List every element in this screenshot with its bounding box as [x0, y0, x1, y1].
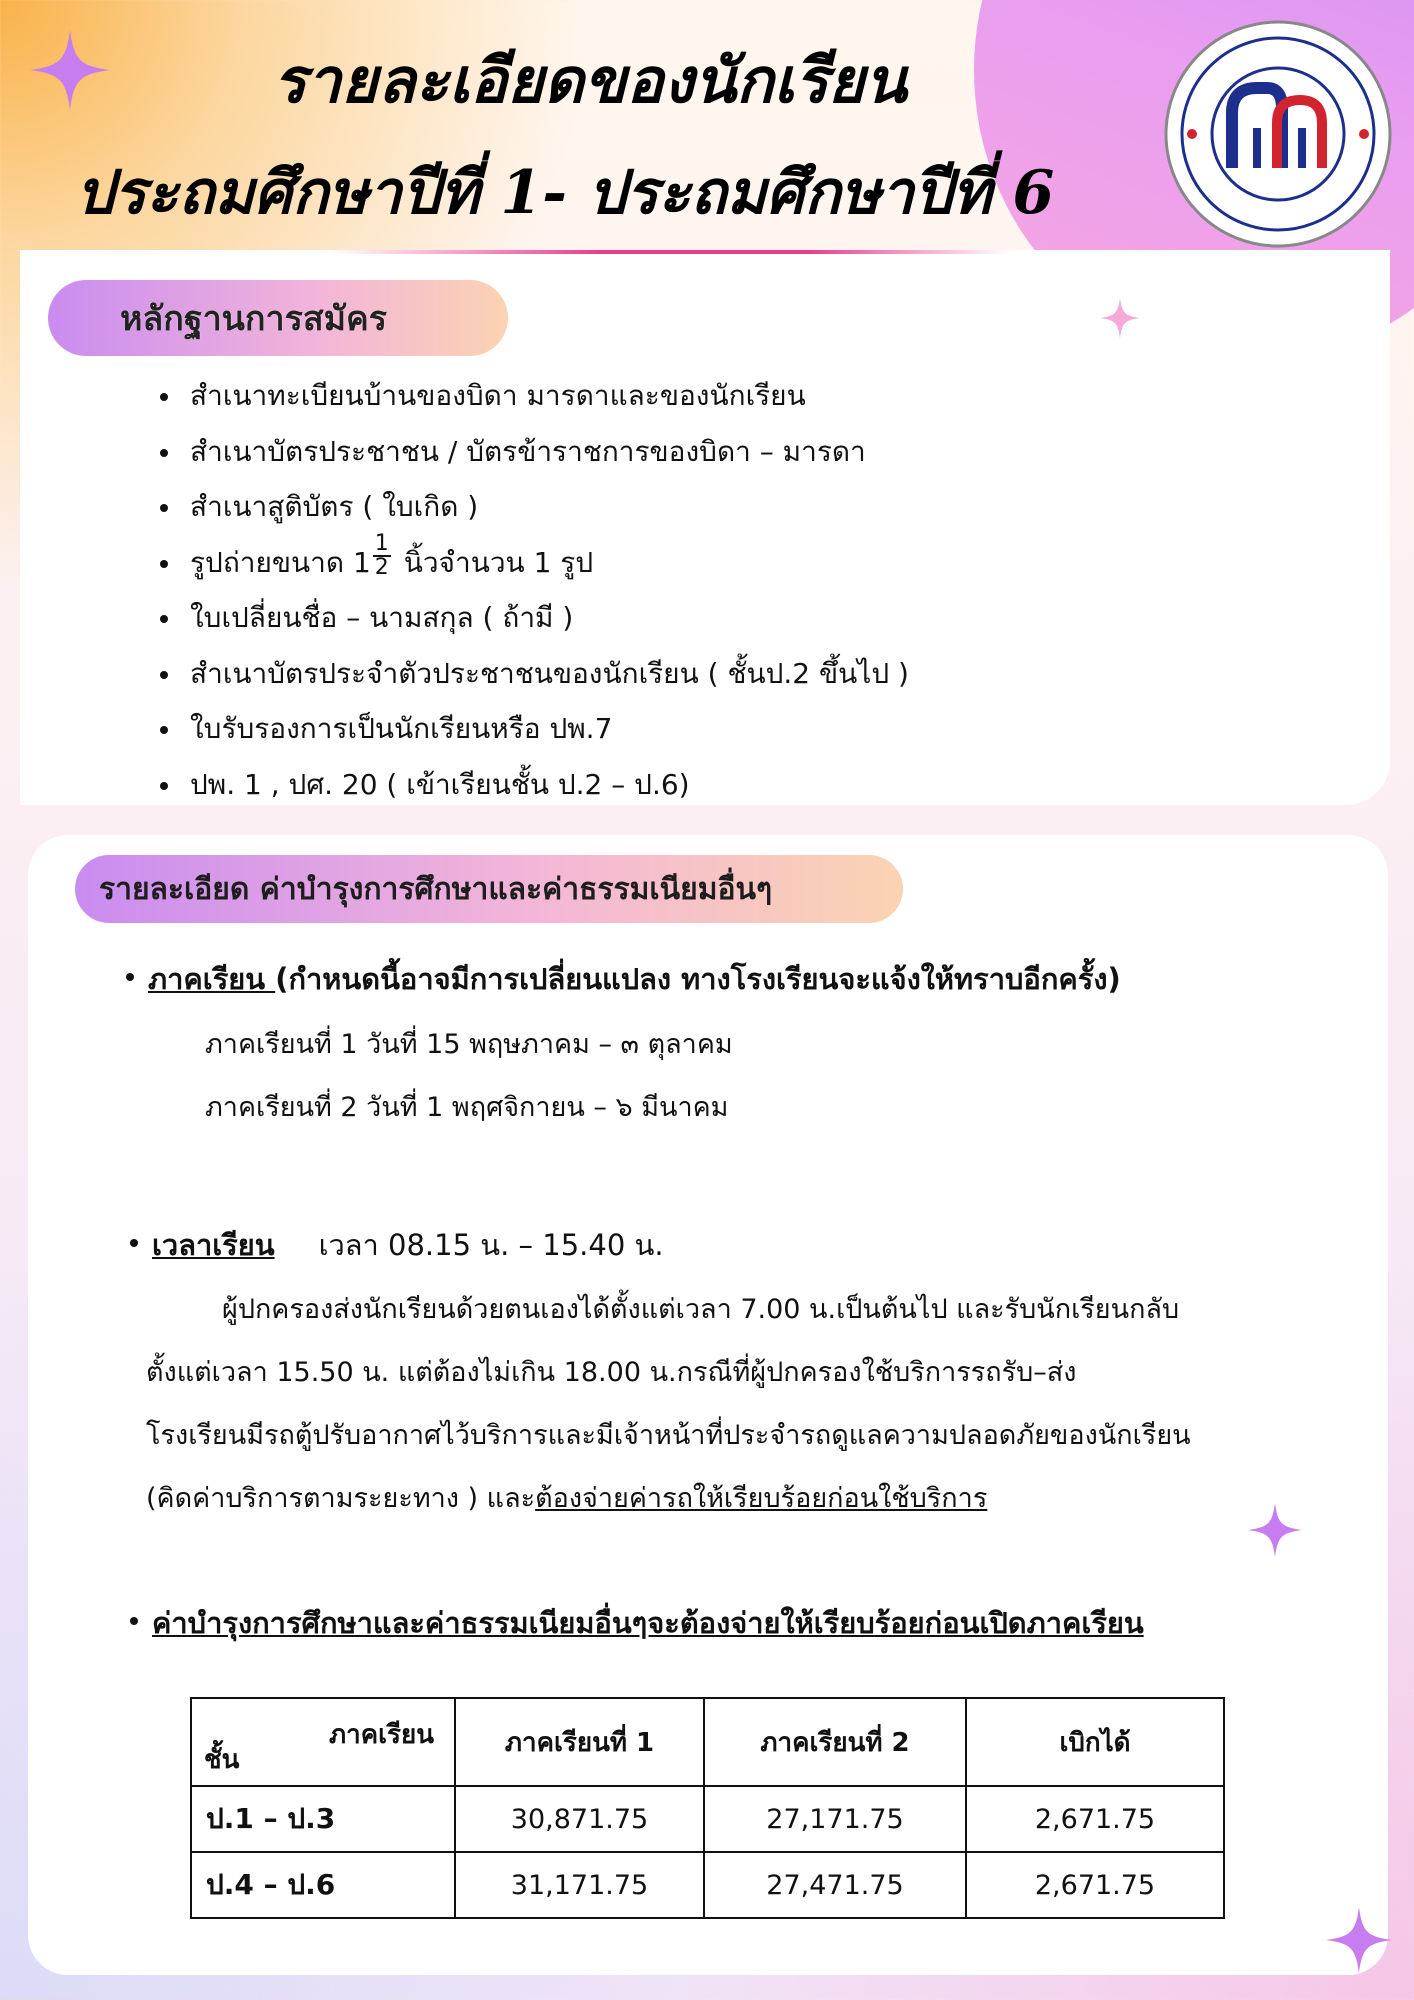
list-item: ใบเปลี่ยนชื่อ – นามสกุล ( ถ้ามี ) [160, 590, 909, 646]
fraction [373, 530, 391, 580]
sparkle-icon [1100, 298, 1140, 338]
documents-list [160, 368, 909, 812]
list-item: สำเนาทะเบียนบ้านของบิดา มารดาและของนักเรียน [160, 368, 909, 424]
fees-heading [75, 855, 903, 923]
corner-level-label: ชั้น [204, 1745, 240, 1775]
hours-value: เวลา 08.15 น. – 15.40 น. [318, 1228, 664, 1262]
fraction-numerator: 1 [374, 530, 389, 556]
page-title: รายละเอียดของนักเรียน [273, 44, 907, 117]
page-subtitle: ประถมศึกษาปีที่ 1- ประถมศึกษาปีที่ 6 [75, 158, 1055, 228]
payment-note: ค่าบำรุงการศึกษาและค่าธรรมเนียมอื่นๆจะต้องจ่ายให้เรียบร้อยก่อนเปิดภาคเรียน [152, 1606, 1144, 1640]
list-item: ใบรับรองการเป็นนักเรียนหรือ ปพ.7 [160, 701, 909, 757]
fees-table [190, 1697, 1225, 1919]
semester-line [148, 956, 1121, 1002]
photo-text-after: นิ้วจำนวน 1 รูป [394, 545, 594, 579]
table-cell-term2: 27,171.75 [704, 1786, 966, 1852]
list-item: ปพ. 1 , ปศ. 20 ( เข้าเรียนชั้น ป.2 – ป.6) [160, 757, 909, 813]
hours-paragraph-3: โรงเรียนมีรถตู้ปรับอากาศไว้บริการและมีเจ้าหน้าที่ประจำรถดูแลความปลอดภัยของนักเรียน [146, 1420, 1191, 1451]
hours-paragraph-4 [146, 1476, 987, 1519]
hours-line [152, 1222, 664, 1268]
hours-paragraph-4-underlined: ต้องจ่ายค่ารถให้เรียบร้อยก่อนใช้บริการ [535, 1483, 988, 1514]
table-cell-claimable: 2,671.75 [966, 1786, 1224, 1852]
table-header-row [191, 1698, 1224, 1786]
list-item: สำเนาบัตรประชาชน / บัตรข้าราชการของบิดา – มารดา [160, 424, 909, 480]
title-underline [330, 250, 1010, 254]
table-row [191, 1786, 1224, 1852]
documents-heading-text: หลักฐานการสมัคร [120, 299, 388, 339]
school-logo [1162, 18, 1394, 250]
table-row [191, 1852, 1224, 1918]
list-item-photo [160, 530, 909, 591]
table-cell-level: ป.1 – ป.3 [191, 1786, 455, 1852]
payment-note-line [152, 1600, 1144, 1646]
semester-note: (กำหนดนี้อาจมีการเปลี่ยนแปลง ทางโรงเรียนจะแจ้งให้ทราบอีกครั้ง) [275, 962, 1121, 996]
corner-semester-label: ภาคเรียน [329, 1720, 434, 1750]
hours-paragraph-4-plain: (คิดค่าบริการตามระยะทาง ) และ [146, 1483, 536, 1514]
table-corner-header [191, 1698, 455, 1786]
term-1-dates: ภาคเรียนที่ 1 วันที่ 15 พฤษภาคม – ๓ ตุลาคม [205, 1029, 733, 1060]
list-item: สำเนาบัตรประจำตัวประชาชนของนักเรียน ( ชั้นป.2 ขึ้นไป ) [160, 646, 909, 702]
table-cell-level: ป.4 – ป.6 [191, 1852, 455, 1918]
table-cell-term1: 30,871.75 [455, 1786, 704, 1852]
table-header-claimable: เบิกได้ [966, 1698, 1224, 1786]
table-cell-term1: 31,171.75 [455, 1852, 704, 1918]
hours-paragraph-2: ตั้งแต่เวลา 15.50 น. แต่ต้องไม่เกิน 18.00 น.กรณีที่ผู้ปกครองใช้บริการรถรับ–ส่ง [146, 1357, 1077, 1388]
documents-heading [48, 280, 508, 356]
hours-label: เวลาเรียน [152, 1228, 275, 1262]
table-header-term2: ภาคเรียนที่ 2 [704, 1698, 966, 1786]
list-item: สำเนาสูติบัตร ( ใบเกิด ) [160, 479, 909, 535]
term-2-dates: ภาคเรียนที่ 2 วันที่ 1 พฤศจิกายน – ๖ มีนาคม [205, 1092, 729, 1123]
table-cell-claimable: 2,671.75 [966, 1852, 1224, 1918]
sparkle-icon [1326, 1905, 1392, 1975]
table-header-term1: ภาคเรียนที่ 1 [455, 1698, 704, 1786]
sparkle-icon [1248, 1500, 1302, 1560]
fees-heading-text: รายละเอียด ค่าบำรุงการศึกษาและค่าธรรมเนียมอื่นๆ [99, 871, 773, 907]
hours-paragraph-1: ผู้ปกครองส่งนักเรียนด้วยตนเองได้ตั้งแต่เวลา 7.00 น.เป็นต้นไป และรับนักเรียนกลับ [222, 1294, 1180, 1325]
fraction-denominator: 2 [374, 554, 389, 580]
photo-text-before: รูปถ่ายขนาด 1 [190, 545, 371, 579]
table-cell-term2: 27,471.75 [704, 1852, 966, 1918]
semester-label: ภาคเรียน [148, 962, 276, 996]
